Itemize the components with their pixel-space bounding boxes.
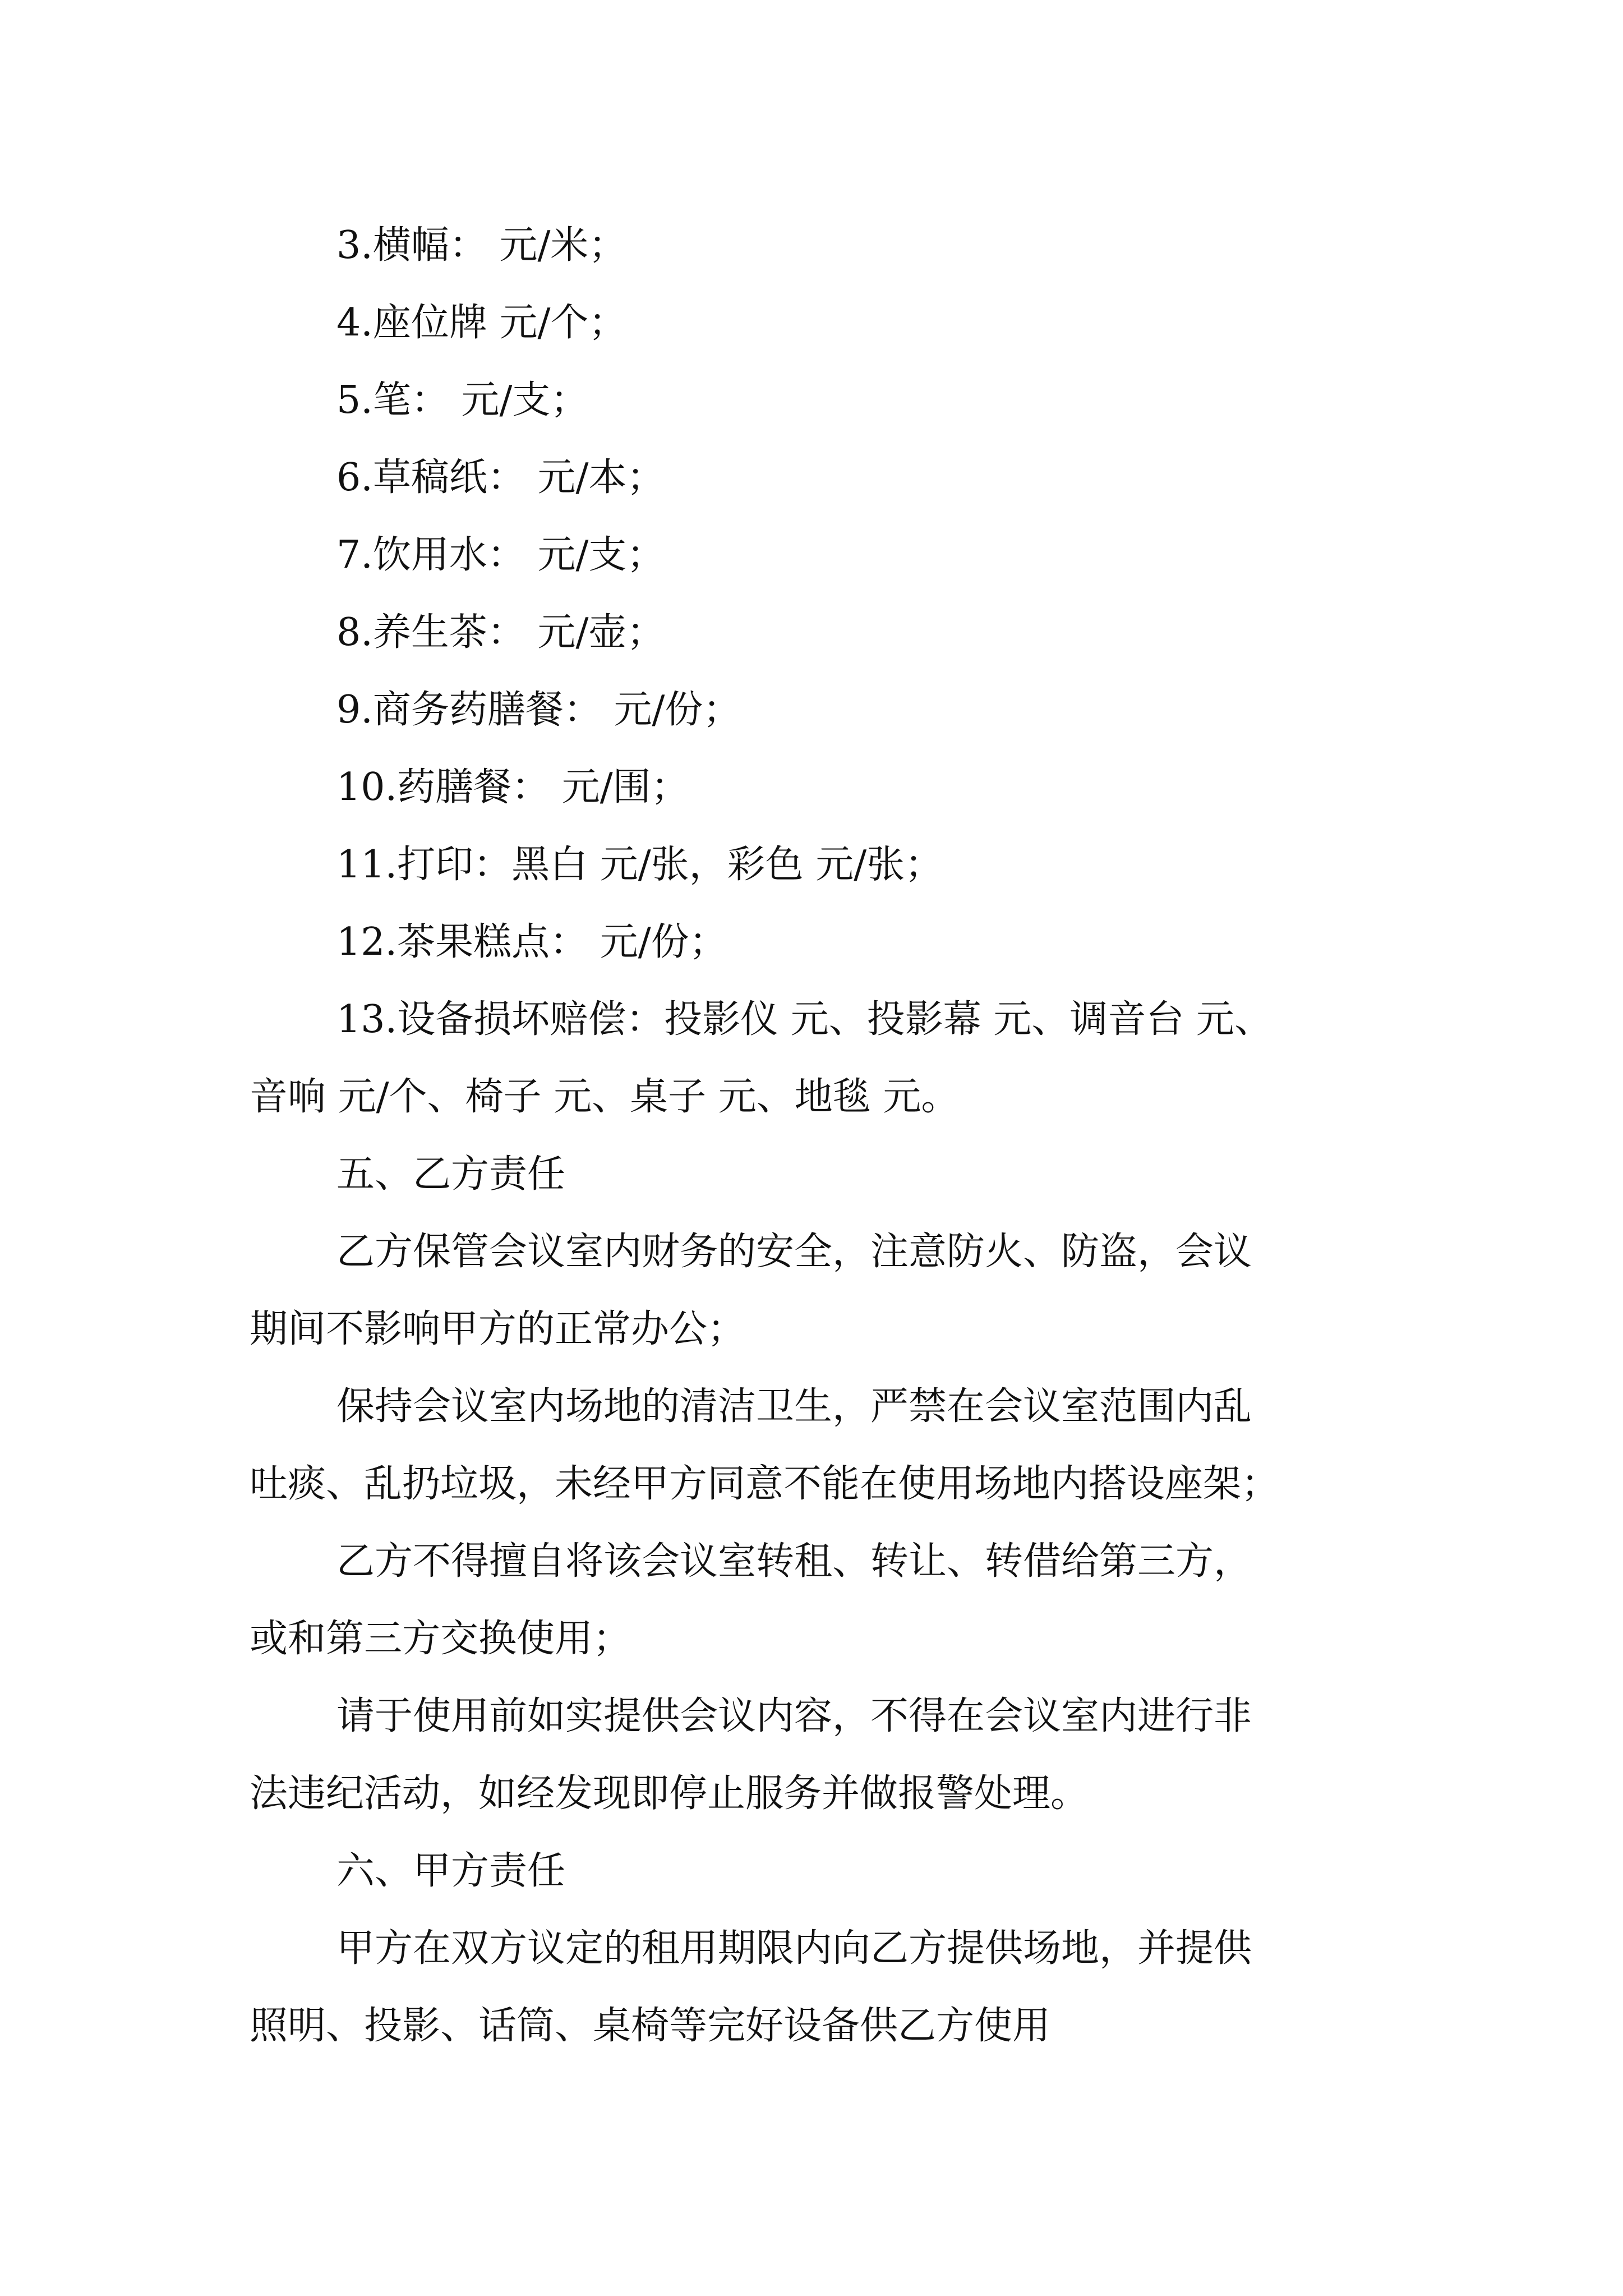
section5-paragraph: 乙方保管会议室内财务的安全，注意防火、防盗，会议: [336, 1230, 1252, 1274]
section6-paragraph: 甲方在双方议定的租用期限内向乙方提供场地，并提供: [336, 1926, 1252, 1971]
item-pen: 5.笔： 元/支；: [336, 378, 589, 422]
section5-paragraph: 请于使用前如实提供会议内容，不得在会议室内进行非: [336, 1694, 1252, 1738]
section5-paragraph: 保持会议室内场地的清洁卫生，严禁在会议室范围内乱: [336, 1384, 1252, 1429]
section5-paragraph: 法违纪活动，如经发现即停止服务并做报警处理。: [250, 1772, 1089, 1816]
item-scratch-paper: 6.草稿纸： 元/本；: [336, 455, 665, 500]
item-banner: 3.横幅： 元/米；: [336, 223, 627, 268]
section5-heading: 五、乙方责任: [336, 1152, 566, 1197]
item-damage-line-2: 音响 元/个、椅子 元、桌子 元、地毯 元。: [250, 1075, 960, 1119]
item-snacks: 12.茶果糕点： 元/份；: [336, 920, 727, 964]
item-printing: 11.打印：黑白 元/张，彩色 元/张；: [336, 843, 943, 887]
section6-paragraph: 照明、投影、话筒、桌椅等完好设备供乙方使用: [250, 2004, 1051, 2048]
section5-paragraph: 吐痰、乱扔垃圾，未经甲方同意不能在使用场地内搭设座架；: [250, 1462, 1280, 1506]
item-meal: 10.药膳餐： 元/围；: [336, 765, 689, 809]
item-damage-line-1: 13.设备损坏赔偿：投影仪 元、投影幕 元、调音台 元、: [336, 997, 1272, 1042]
section6-heading: 六、甲方责任: [336, 1849, 566, 1893]
section5-paragraph: 或和第三方交换使用；: [250, 1617, 631, 1661]
item-business-meal: 9.商务药膳餐： 元/份；: [336, 688, 741, 732]
item-tea: 8.养生茶： 元/壶；: [336, 610, 665, 655]
item-water: 7.饮用水： 元/支；: [336, 533, 665, 577]
section5-paragraph: 期间不影响甲方的正常办公；: [250, 1307, 746, 1351]
section5-paragraph: 乙方不得擅自将该会议室转租、转让、转借给第三方，: [336, 1539, 1252, 1584]
item-seat-card: 4.座位牌 元/个；: [336, 301, 627, 345]
